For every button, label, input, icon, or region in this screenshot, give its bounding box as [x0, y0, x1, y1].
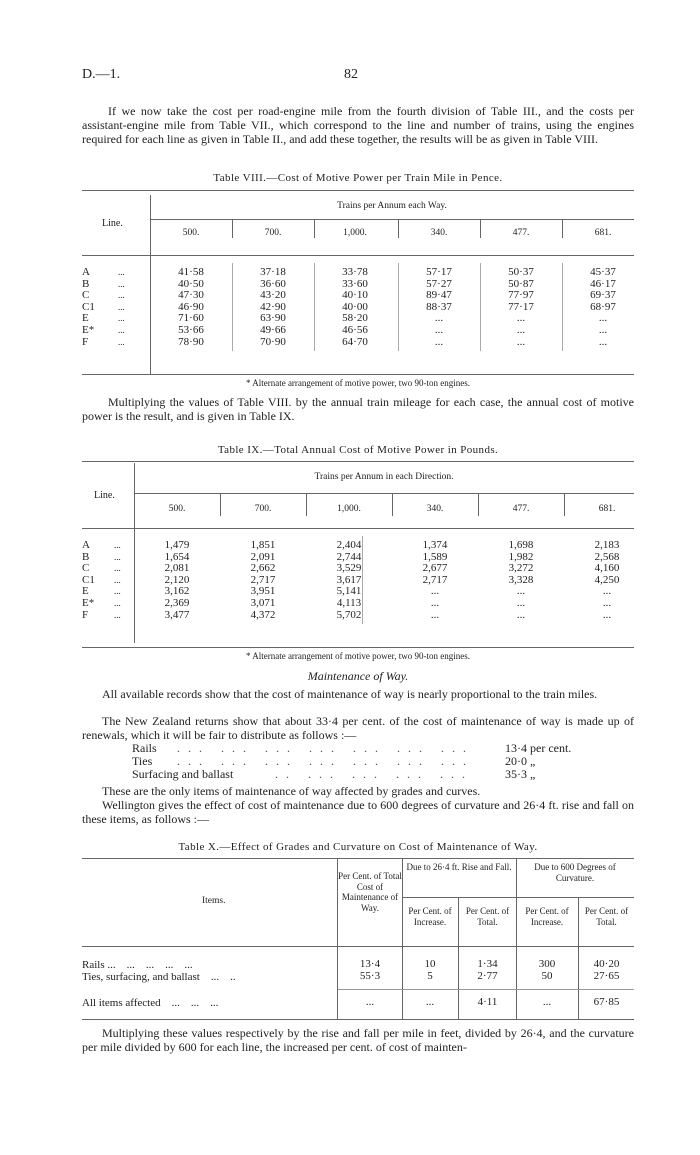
table-9-row-line: F	[82, 608, 89, 621]
table-10-items-header: Items.	[202, 896, 226, 906]
table-9-cell: 2,744	[336, 550, 362, 563]
table-8-cell: 46·90	[178, 300, 204, 313]
table-9-column-header: 340.	[426, 504, 444, 514]
table-9-caption: Table IX.—Total Annual Cost of Motive Power in Pounds.	[217, 444, 499, 456]
table-8-row-dots: ...	[118, 336, 125, 347]
table-9-cell: 2,568	[594, 550, 620, 563]
table-9-group-header: Trains per Annum in each Direction.	[314, 472, 454, 482]
table-8-row-line: C	[82, 289, 90, 302]
table-8-row-line: E	[82, 312, 89, 325]
table-8-cell: 33·78	[342, 266, 368, 278]
table-9-cell: 4,160	[594, 562, 620, 575]
table-10-caption: Table X.—Effect of Grades and Curvature on Cost of Maintenance of Way.	[178, 841, 538, 853]
table-9-cell: 1,374	[422, 539, 448, 551]
table-9-cell: 5,702	[336, 608, 362, 621]
table-10-row-item: All items affected ... ... ...	[82, 997, 219, 1009]
table-8-cell: 43·20	[260, 289, 286, 302]
table-10-pct-total-header: Per Cent. of Total Cost of Maintenance of Way.	[338, 871, 402, 913]
table-10-row-item: Ties, surfacing, and ballast ... ..	[82, 971, 236, 983]
table-8-cell: 69·37	[590, 289, 616, 302]
distribution-item-dots: ... ... ... ... ... ... ...	[177, 741, 474, 755]
maintenance-heading: Maintenance of Way.	[307, 669, 409, 683]
table-8-cell: 41·58	[178, 266, 204, 278]
table-8-row-dots: ...	[118, 301, 125, 312]
table-10-cell: ...	[425, 996, 435, 1008]
table-9-cell: ...	[516, 608, 526, 621]
table-9-cell: 2,183	[594, 539, 620, 551]
table-10	[82, 859, 634, 1024]
table-9-row-dots: ...	[114, 598, 121, 608]
table-9-cell: 4,372	[250, 608, 276, 621]
table-8-row-dots: ...	[118, 290, 125, 301]
table-8-cell: 71·60	[178, 312, 204, 325]
table-9-cell: ...	[602, 585, 612, 598]
table-10-cell: 4·11	[477, 996, 498, 1008]
table-8-column-header: 500.	[182, 228, 200, 238]
table-9-row-line: C1	[82, 573, 95, 586]
table-8-column-header: 477.	[512, 228, 530, 238]
table-10-cell: 10	[424, 958, 436, 970]
table-9-body-divider	[362, 536, 363, 624]
table-9-cell: 2,081	[164, 562, 190, 575]
table-8-row-dots: ...	[118, 267, 125, 277]
paragraph-items-affected: These are the only items of maintenance of way affected by grades and curves.	[102, 784, 481, 798]
table-8-row-line: F	[82, 335, 89, 348]
table-8-cell: ...	[434, 312, 444, 325]
table-8-footnote: * Alternate arrangement of motive power, two 90-ton engines.	[245, 378, 471, 388]
table-8-cell: 63·90	[260, 312, 286, 325]
table-10-cell: 27·65	[593, 970, 620, 982]
table-9-cell: 1,982	[508, 550, 534, 563]
table-9-cell: 3,162	[164, 585, 190, 598]
paragraph-closing: Multiplying these values respectively by the rise and fall per mile in feet, divided by 26·4, and the curvature per mile divided by 600 for each line, the increased per cent. of cost of mainten-	[82, 1026, 634, 1054]
table-9-column-divider	[392, 494, 393, 516]
table-9-cell: 5,141	[336, 585, 362, 598]
page-number: 82	[344, 67, 358, 82]
table-9-cell: 3,071	[250, 597, 276, 609]
table-9-column-header: 1,000.	[337, 504, 361, 514]
table-9-cell: 4,113	[336, 597, 362, 609]
table-8-row-dots: ...	[118, 313, 125, 324]
table-9-cell: 2,677	[422, 562, 448, 575]
table-8-cell: 42·90	[260, 300, 286, 313]
table-9-cell: 4,250	[594, 573, 620, 586]
table-9-cell: 2,662	[250, 562, 276, 575]
table-9-cell: 1,654	[164, 550, 190, 563]
table-8-cell: 50·37	[508, 266, 534, 278]
table-9-column-divider	[564, 494, 565, 516]
table-9-column-divider	[306, 494, 307, 516]
table-8-column-divider	[314, 220, 315, 238]
table-8-body-divider	[398, 263, 399, 351]
table-10-cell: ...	[542, 996, 552, 1008]
table-10-rise-total-header: Per Cent. of Total.	[465, 906, 510, 927]
paragraph-new-zealand-returns: The New Zealand returns show that about 33·4 per cent. of the cost of maintenance of way is made up of renewals, which it will be fair to distribute as follows :—	[82, 714, 634, 742]
table-9-cell: ...	[430, 608, 440, 621]
table-8-cell: 47·30	[178, 289, 204, 302]
table-9-row-line: C	[82, 562, 90, 575]
table-10-rise-increase-header: Per Cent. of Increase.	[408, 906, 452, 927]
table-9-cell: 1,851	[250, 539, 276, 551]
table-9-cell: 3,529	[336, 562, 362, 575]
table-8-cell: ...	[434, 324, 444, 336]
table-8-cell: ...	[598, 335, 608, 348]
distribution-item-name: Rails	[132, 741, 157, 755]
table-10-cell: 50	[541, 970, 553, 982]
table-8-cell: 46·56	[342, 324, 368, 336]
table-8-body-divider	[232, 263, 233, 351]
table-8-column-divider	[398, 220, 399, 238]
table-8-body-divider	[314, 263, 315, 351]
table-8-cell: 37·18	[260, 266, 286, 278]
table-9-cell: ...	[516, 597, 526, 609]
table-9-row-dots: ...	[114, 609, 121, 620]
table-8-cell: 58·20	[342, 312, 368, 325]
distribution-item-dots: .. ... ... ... ...	[275, 767, 473, 781]
table-9-cell: 1,479	[164, 539, 190, 551]
table-8-top-rule	[82, 190, 634, 191]
table-9-column-divider	[478, 494, 479, 516]
table-9-cell: ...	[430, 585, 440, 598]
intro-paragraph: If we now take the cost per road-engine mile from the fourth division of Table III., and the costs per assistant-engine mile from Table VII., which correspond to the line and number of trains, using the engines required for each line as given in Table II., and add these together, the results will be as given in Table VIII.	[82, 104, 634, 146]
table-9-cell: 3,477	[164, 608, 190, 621]
table-9-column-header: 477.	[512, 504, 530, 514]
distribution-item-value: 13·4 per cent.	[505, 741, 572, 755]
table-8-cell: 68·97	[590, 300, 616, 313]
table-8-body-divider	[562, 263, 563, 351]
table-8-cell: 77·97	[508, 289, 534, 302]
table-8-row-line: C1	[82, 300, 95, 313]
table-8-cell: 78·90	[178, 335, 204, 348]
table-9-row-line: E	[82, 585, 89, 598]
table-8-cell: 40·00	[342, 300, 368, 313]
table-8-column-header: 700.	[264, 228, 282, 238]
table-9-row-dots: ...	[114, 551, 121, 562]
table-8-cell: 57·17	[426, 266, 452, 278]
paragraph-wellington: Wellington gives the effect of cost of maintenance due to 600 degrees of curvature and 26·4 ft. rise and fall on these items, as follows :—	[82, 798, 634, 826]
table-8-line-header: Line.	[102, 218, 123, 229]
table-8-row-line: B	[82, 277, 90, 290]
table-9-cell: 1,589	[422, 550, 448, 563]
table-9-row-dots: ...	[114, 563, 121, 574]
table-10-cell: 1·34	[477, 958, 498, 970]
table-9-column-header: 500.	[168, 504, 186, 514]
table-10-cell: 40·20	[593, 958, 620, 970]
table-10-cell: 2·77	[477, 970, 498, 982]
table-9-cell: 3,272	[508, 562, 534, 575]
table-8-caption: Table VIII.—Cost of Motive Power per Train Mile in Pence.	[213, 172, 503, 184]
table-9-cell: ...	[602, 597, 612, 609]
table-8-cell: ...	[598, 324, 608, 336]
table-8-row-dots: ...	[118, 278, 125, 289]
table-8-column-divider	[562, 220, 563, 238]
table-8-cell: 45·37	[590, 266, 616, 278]
table-10-rise-fall-header: Due to 26·4 ft. Rise and Fall.	[406, 862, 512, 872]
table-9-column-header: 700.	[254, 504, 272, 514]
table-8-column-header: 340.	[430, 228, 448, 238]
table-9-cell: ...	[516, 585, 526, 598]
table-9-cell: 2,717	[422, 573, 448, 586]
table-9-row-line: A	[82, 539, 90, 551]
table-9-cell: 2,717	[250, 573, 276, 586]
table-9-row-line: E*	[82, 597, 95, 609]
table-10-cell: 13·4	[359, 958, 381, 970]
table-9-cell: 1,698	[508, 539, 534, 551]
table-8-cell: 46·17	[590, 277, 616, 290]
table-8-cell: ...	[516, 324, 526, 336]
table-8-cell: 40·10	[342, 289, 368, 302]
table-9-cell: ...	[430, 597, 440, 609]
table-9-cell: ...	[602, 608, 612, 621]
table-10-cell: 300	[538, 958, 556, 970]
document-reference: D.—1.	[82, 67, 121, 82]
table-9-row-dots: ...	[114, 540, 121, 550]
table-9-row-dots: ...	[114, 586, 121, 597]
table-9-column-header: 681.	[598, 504, 616, 514]
paragraph-table-9-intro: Multiplying the values of Table VIII. by the annual train mileage for each case, the annual cost of motive power is the result, and is given in Table IX.	[82, 395, 634, 423]
table-8-cell: 40·50	[178, 277, 204, 290]
table-8-row-dots: ...	[118, 325, 125, 335]
table-9-cell: 2,404	[336, 539, 362, 551]
distribution-item-dots: ... ... ... ... ... ... ...	[177, 754, 474, 768]
table-10-sum-rule	[338, 989, 634, 990]
paragraph-maintenance-records: All available records show that the cost of maintenance of way is nearly proportional to the train miles.	[102, 687, 598, 701]
table-8-cell: ...	[598, 312, 608, 325]
table-9-cell: 3,328	[508, 573, 534, 586]
table-8-column-divider	[480, 220, 481, 238]
table-8-column-header: 681.	[594, 228, 612, 238]
table-8-body-divider	[480, 263, 481, 351]
table-10-row-item: Rails ... ... ... ... ...	[82, 959, 193, 971]
table-8-column-divider	[232, 220, 233, 238]
table-10-cell: 67·85	[593, 996, 620, 1008]
table-10-cell: 5	[427, 970, 433, 982]
distribution-item-value: 35·3 „	[505, 767, 536, 781]
distribution-item-name: Ties	[132, 754, 153, 768]
table-8-column-header: 1,000.	[343, 228, 367, 238]
table-10-curv-increase-header: Per Cent. of Increase.	[525, 906, 569, 927]
table-8-row-line: A	[82, 266, 90, 278]
table-8-cell: 77·17	[508, 300, 534, 313]
table-10-curvature-header: Due to 600 Degrees of Curvature.	[534, 862, 616, 883]
table-8-cell: ...	[516, 335, 526, 348]
distribution-item-name: Surfacing and ballast	[132, 767, 234, 781]
table-8-row-line: E*	[82, 324, 95, 336]
table-9-cell: 3,617	[336, 573, 362, 586]
table-9-column-divider	[220, 494, 221, 516]
table-9-line-header: Line.	[94, 490, 115, 501]
table-8-cell: 33·60	[342, 277, 368, 290]
table-9-cell: 2,369	[164, 597, 190, 609]
table-10-cell: ...	[365, 996, 375, 1008]
table-9-cell: 2,120	[164, 573, 190, 586]
table-8-cell: 64·70	[342, 335, 368, 348]
table-8-group-header: Trains per Annum each Way.	[337, 201, 447, 211]
table-8-cell: 88·37	[426, 300, 452, 313]
table-8-cell: 50·87	[508, 277, 534, 290]
table-9-row-line: B	[82, 550, 90, 563]
table-8-cell: 89·47	[426, 289, 452, 302]
table-8-cell: ...	[516, 312, 526, 325]
table-8-cell: 53·66	[178, 324, 204, 336]
distribution-item-value: 20·0 „	[505, 754, 536, 768]
table-9-footnote: * Alternate arrangement of motive power, two 90-ton engines.	[245, 651, 471, 661]
table-9-cell: 2,091	[250, 550, 276, 563]
table-8-cell: 36·60	[260, 277, 286, 290]
table-8-cell: 49·66	[260, 324, 286, 336]
table-9-cell: 3,951	[250, 585, 276, 598]
table-8-cell: 57·27	[426, 277, 452, 290]
table-10-curv-total-header: Per Cent. of Total.	[584, 906, 629, 927]
table-9-row-dots: ...	[114, 574, 121, 585]
table-9-top-rule	[82, 461, 634, 462]
table-8-cell: ...	[434, 335, 444, 348]
table-8-cell: 70·90	[260, 335, 286, 348]
table-10-cell: 55·3	[359, 970, 381, 982]
